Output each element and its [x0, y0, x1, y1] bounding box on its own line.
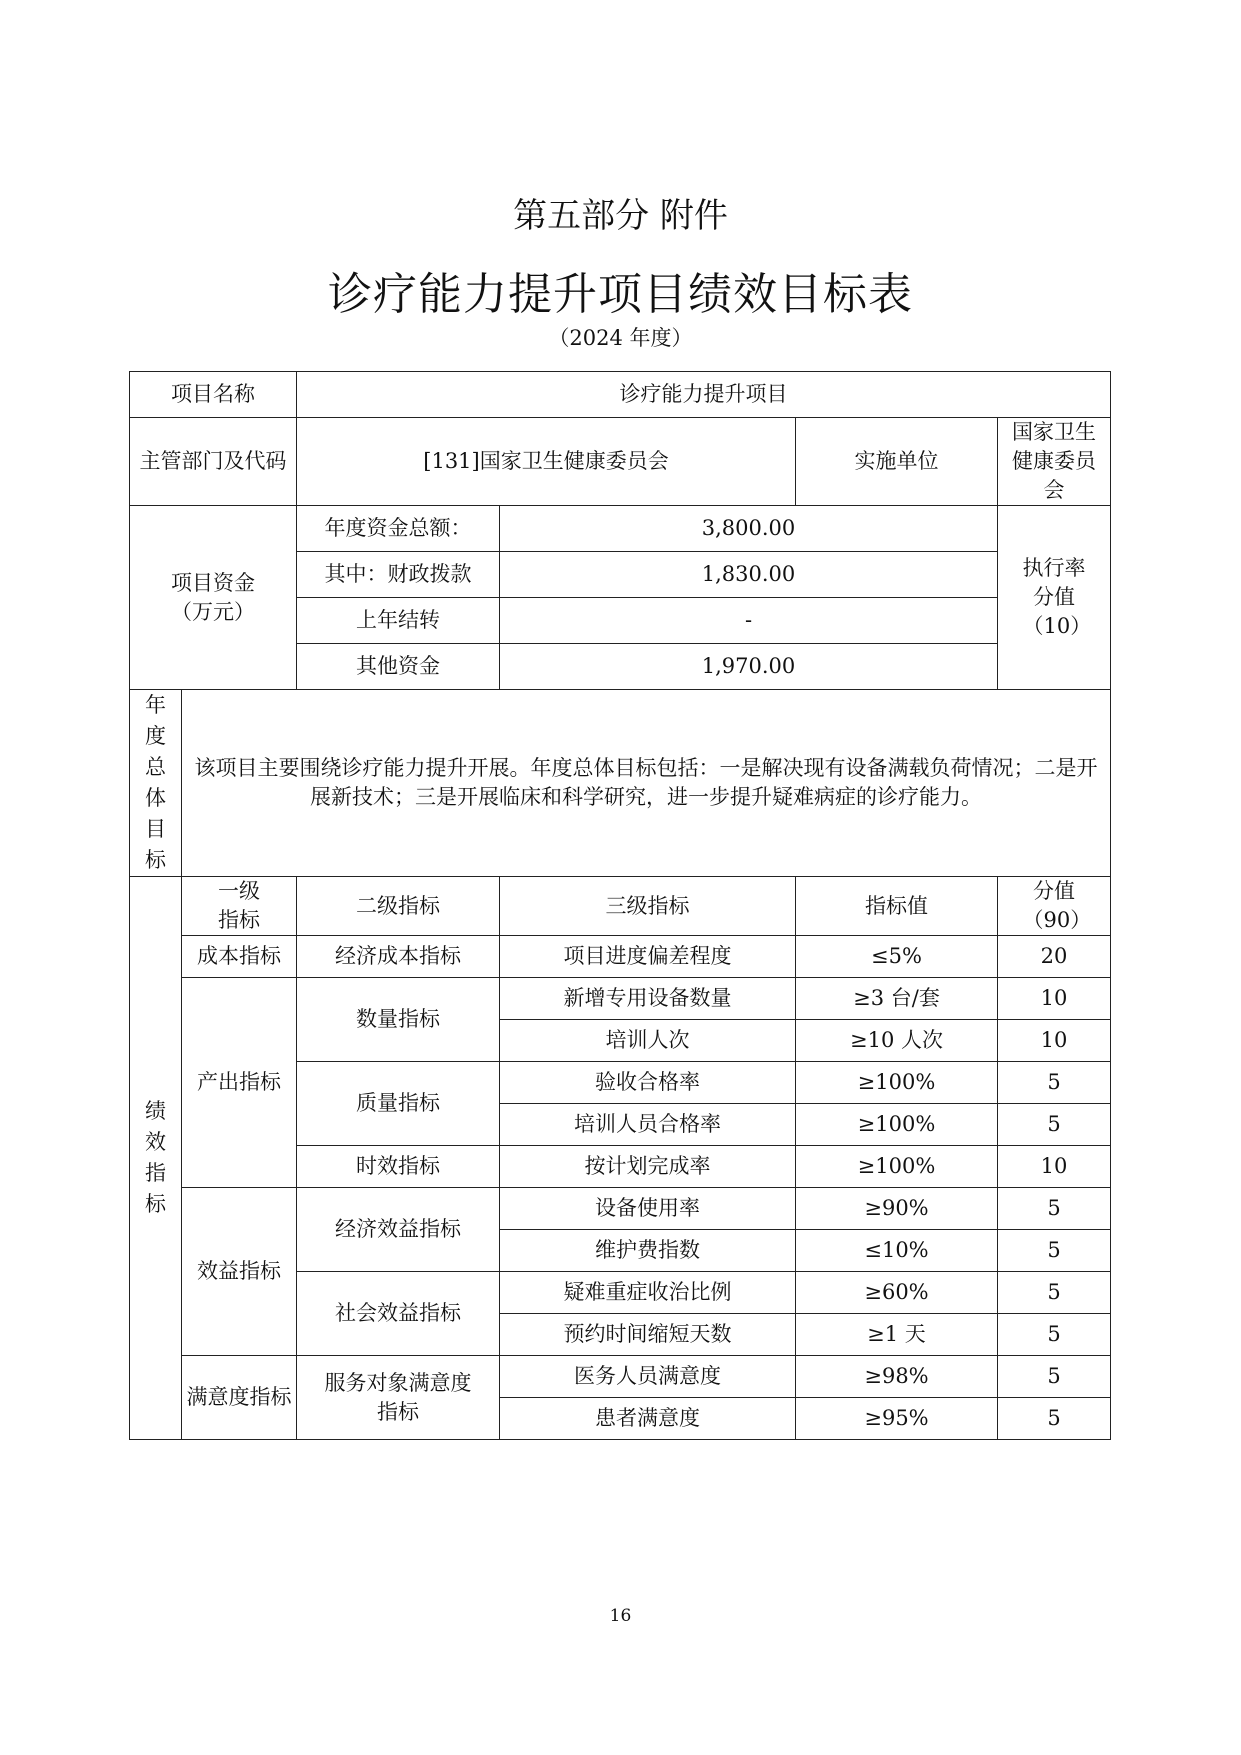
level2-indicator: 质量指标 — [297, 1062, 500, 1146]
indicator-row — [130, 1356, 1111, 1398]
department-label: 主管部门及代码 — [130, 418, 297, 506]
level3-indicator: 培训人员合格率 — [500, 1104, 796, 1146]
column-header: 分值（90） — [998, 877, 1111, 936]
indicator-row — [130, 978, 1111, 1020]
funding-row-label: 其他资金 — [297, 644, 500, 690]
project-name-label: 项目名称 — [130, 372, 297, 418]
annual-goal-row — [130, 690, 1111, 877]
indicator-score: 5 — [998, 1104, 1111, 1146]
indicator-score: 20 — [998, 936, 1111, 978]
indicator-value: ≥95% — [796, 1398, 998, 1440]
main-title: 诊疗能力提升项目绩效目标表 — [328, 269, 913, 320]
indicator-score: 10 — [998, 1020, 1111, 1062]
level3-indicator: 验收合格率 — [500, 1062, 796, 1104]
level3-indicator: 设备使用率 — [500, 1188, 796, 1230]
indicator-value: ≥1 天 — [796, 1314, 998, 1356]
funding-row-value: 1,970.00 — [500, 644, 998, 690]
indicator-value: ≥98% — [796, 1356, 998, 1398]
column-header: 指标值 — [796, 877, 998, 936]
year-label: （2024 年度） — [548, 326, 693, 350]
indicator-value: ≥100% — [796, 1062, 998, 1104]
indicator-score: 10 — [998, 1146, 1111, 1188]
level3-indicator: 医务人员满意度 — [500, 1356, 796, 1398]
implementing-unit-label: 实施单位 — [796, 418, 998, 506]
indicator-header-row — [130, 877, 1111, 936]
page-number: 16 — [609, 1606, 632, 1626]
level1-indicator: 产出指标 — [182, 978, 297, 1188]
annual-goal-label: 年度总体目标 — [130, 690, 182, 877]
indicator-score: 5 — [998, 1230, 1111, 1272]
level3-indicator: 疑难重症收治比例 — [500, 1272, 796, 1314]
indicator-value: ≥60% — [796, 1272, 998, 1314]
project-name-value: 诊疗能力提升项目 — [297, 372, 1111, 418]
indicator-score: 10 — [998, 978, 1111, 1020]
funding-row — [130, 506, 1111, 552]
level2-indicator: 时效指标 — [297, 1146, 500, 1188]
column-header: 三级指标 — [500, 877, 796, 936]
indicator-value: ≥90% — [796, 1188, 998, 1230]
performance-indicator-label — [130, 877, 182, 1440]
column-header: 一级指标 — [182, 877, 297, 936]
execution-score-label: 执行率分值（10） — [998, 506, 1111, 690]
indicator-value: ≤5% — [796, 936, 998, 978]
level2-indicator: 服务对象满意度指标 — [297, 1356, 500, 1440]
funding-row-label: 上年结转 — [297, 598, 500, 644]
level1-indicator: 效益指标 — [182, 1188, 297, 1356]
performance-target-table — [129, 371, 1111, 1440]
funding-row-value: 1,830.00 — [500, 552, 998, 598]
funding-row-value: 3,800.00 — [500, 506, 998, 552]
level1-indicator: 满意度指标 — [182, 1356, 297, 1440]
indicator-section — [130, 877, 1111, 1440]
project-name-row — [130, 372, 1111, 418]
indicator-value: ≥100% — [796, 1104, 998, 1146]
annual-goal-text: 该项目主要围绕诊疗能力提升开展。年度总体目标包括：一是解决现有设备满载负荷情况；二是开展新技术；三是开展临床和科学研究，进一步提升疑难病症的诊疗能力。 — [182, 690, 1111, 877]
level3-indicator: 培训人次 — [500, 1020, 796, 1062]
funding-row-label: 其中：财政拨款 — [297, 552, 500, 598]
part-title: 第五部分 附件 — [513, 196, 728, 236]
implementing-unit-value: 国家卫生健康委员会 — [998, 418, 1111, 506]
level3-indicator: 按计划完成率 — [500, 1146, 796, 1188]
level1-indicator: 成本指标 — [182, 936, 297, 978]
level3-indicator: 项目进度偏差程度 — [500, 936, 796, 978]
indicator-score: 5 — [998, 1272, 1111, 1314]
level3-indicator: 维护费指数 — [500, 1230, 796, 1272]
column-header: 二级指标 — [297, 877, 500, 936]
department-row — [130, 418, 1111, 506]
indicator-row — [130, 1188, 1111, 1230]
level2-indicator: 社会效益指标 — [297, 1272, 500, 1356]
indicator-value: ≥3 台/套 — [796, 978, 998, 1020]
funding-row-label: 年度资金总额： — [297, 506, 500, 552]
performance-indicator-text: 绩效指标 — [144, 1099, 166, 1216]
level2-indicator: 经济成本指标 — [297, 936, 500, 978]
indicator-value: ≥100% — [796, 1146, 998, 1188]
indicator-value: ≥10 人次 — [796, 1020, 998, 1062]
level3-indicator: 患者满意度 — [500, 1398, 796, 1440]
department-value: [131]国家卫生健康委员会 — [297, 418, 796, 506]
indicator-score: 5 — [998, 1398, 1111, 1440]
indicator-row — [130, 936, 1111, 978]
indicator-score: 5 — [998, 1062, 1111, 1104]
funding-row-value: - — [500, 598, 998, 644]
indicator-score: 5 — [998, 1188, 1111, 1230]
indicator-score: 5 — [998, 1314, 1111, 1356]
indicator-value: ≤10% — [796, 1230, 998, 1272]
level3-indicator: 新增专用设备数量 — [500, 978, 796, 1020]
indicator-score: 5 — [998, 1356, 1111, 1398]
funding-label: 项目资金（万元） — [130, 506, 297, 690]
level2-indicator: 数量指标 — [297, 978, 500, 1062]
level2-indicator: 经济效益指标 — [297, 1188, 500, 1272]
level3-indicator: 预约时间缩短天数 — [500, 1314, 796, 1356]
